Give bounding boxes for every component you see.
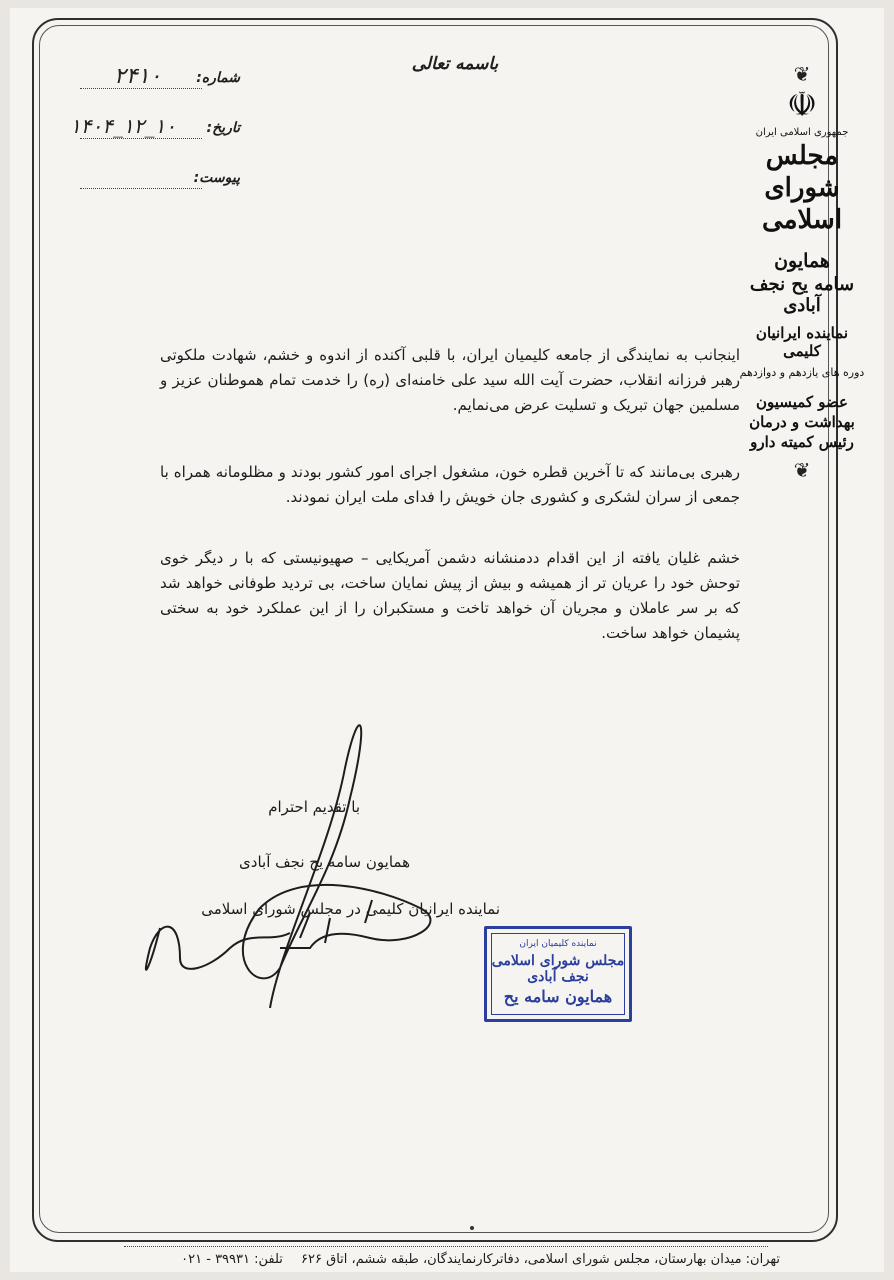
letterhead-commission-member: عضو کمیسیون [756,393,848,411]
body-paragraph-1: اینجانب به نمایندگی از جامعه کلیمیان ایران، با قلبی آکنده از اندوه و خشم، شهادت ملکوتی رهبر فرزانه انقلاب، حضرت آیت الله سید علی خامنه‌ای (ره) را خدمت تمام هموطنان عزیز و مسلمین جهان تبریک و تسلیت عرض می‌نمایم. [160,346,740,414]
signature-icon [120,708,520,1008]
iran-emblem-icon: ☫ [786,85,818,125]
footer [120,1252,780,1267]
footer-divider [124,1246,768,1247]
letterhead-committee-head: رئیس کمیته دارو [750,433,854,451]
stamp-line-3: همایون سامه یح [503,987,613,1006]
official-stamp [484,926,632,1022]
closing-title: نماینده ایرانیان کلیمی در مجلس شورای اسلامی [201,900,500,918]
letterhead-full-name: سامه یح نجف آبادی [749,274,855,316]
attachment-dots [80,188,202,189]
letter-page [10,8,884,1272]
number-value: ۲۴۱۰ [114,64,162,89]
body-paragraph-3: خشم غلیان یافته از این اقدام ددمنشانه دشمن آمریکایی – صهیونیستی که با ر دیگر خوی توحش خود را عریان تر از همیشه و بیش از پیش نمایان ساخت، بی تردید طوفانی خواهد شد که بر سر عاملان و مجریان آن خواهد تاخت و مستکبران را از این عملکرد خود به سختی پشیمان خواهد ساخت. [160,549,740,642]
letterhead-first-name: همایون [774,250,830,272]
bottom-ornament-icon: ❦ [793,458,811,482]
number-label: شماره: [196,70,240,86]
letterhead-commission-name: بهداشت و درمان [749,413,855,431]
letterhead-majlis: مجلس شورای اسلامی [761,141,843,235]
date-field [70,114,240,144]
stamp-line-1: نماینده کلیمیان ایران [519,939,597,949]
body-paragraph-2: رهبری بی‌مانند که تا آخرین قطره خون، مشغول اجرای امور کشور بودند و مظلومانه همراه با جمعی از سران لشکری و کشوری جان خویش را فدای ملت ایران نمودند. [160,463,740,506]
closing-regards: با تقدیم احترام [268,798,360,816]
number-field [80,64,240,94]
date-value: ۱۴۰۴_۱۲_۱۰ [70,114,176,138]
letterhead-term: دوره های یازدهم و دوازدهم [739,366,865,379]
letterhead-republic: جمهوری اسلامی ایران [755,127,849,138]
attachment-label: پیوست: [193,170,240,186]
attachment-field [80,170,240,194]
footer-mark [470,1226,474,1230]
date-dots [80,138,202,139]
date-label: تاریخ: [206,120,240,136]
crown-ornament-icon: ❦ [793,62,811,86]
closing-name: همایون سامه یح نجف آبادی [239,853,410,871]
letterhead [736,63,868,583]
bismillah-heading: باسمه تعالی [411,54,499,74]
footer-address: تهران: میدان بهارستان، مجلس شورای اسلامی، دفاترکارنمایندگان، طبقه ششم، اتاق ۶۲۶ [301,1252,780,1267]
footer-phone: تلفن: ۳۹۹۳۱ - ۰۲۱ [181,1252,283,1267]
number-dots [80,88,202,89]
stamp-line-2: مجلس شورای اسلامی نجف آبادی [491,953,625,985]
letterhead-representative: نماینده ایرانیان کلیمی [755,324,849,360]
